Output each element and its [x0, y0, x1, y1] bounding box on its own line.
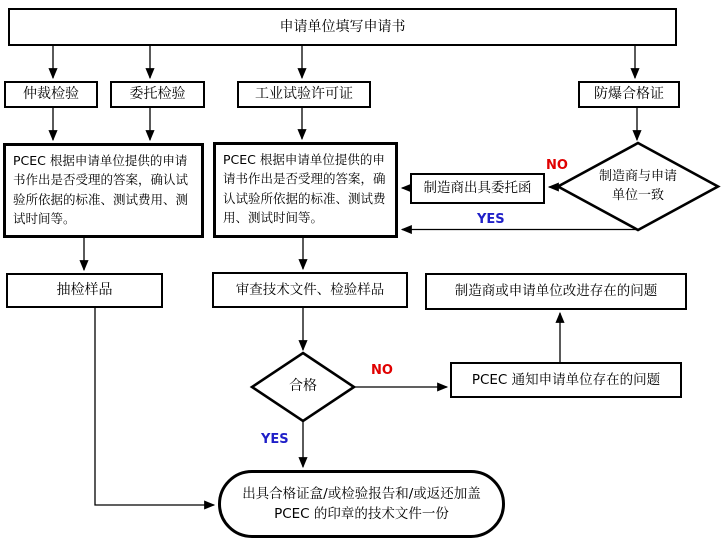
node-explosion-proof-certificate: 防爆合格证	[578, 81, 680, 108]
node-sample-inspection: 抽检样品	[6, 273, 163, 308]
node-manufacturer-authorization-letter: 制造商出具委托函	[410, 173, 545, 204]
decision-manufacturer-matches-applicant: 制造商与申请单位一致	[598, 169, 677, 203]
node-issue-certificate-result: 出具合格证盒/或检验报告和/或返还加盖 PCEC 的印章的技术文件一份	[218, 470, 505, 538]
edge-label-no-manufacturer: NO	[546, 158, 568, 173]
edge-label-yes-manufacturer: YES	[477, 212, 505, 227]
decision-qualified: 合格	[289, 378, 317, 395]
edge-label-yes-qualified: YES	[261, 432, 289, 447]
node-industrial-test-license: 工业试验许可证	[237, 81, 371, 108]
node-pcec-notify-problems: PCEC 通知申请单位存在的问题	[450, 362, 682, 398]
node-arbitration-inspection: 仲裁检验	[4, 81, 98, 108]
node-entrusted-inspection: 委托检验	[110, 81, 205, 108]
node-fill-application: 申请单位填写申请书	[8, 8, 677, 46]
connector-line-sampling-to-result	[95, 308, 214, 505]
node-review-documents-inspect-samples: 审查技术文件、检验样品	[212, 272, 408, 308]
node-pcec-acceptance-left: PCEC 根据申请单位提供的申请书作出是否受理的答案，确认试验所依据的标准、测试费用、测试时间等。	[3, 143, 204, 238]
edge-label-no-qualified: NO	[371, 363, 393, 378]
node-pcec-acceptance-middle: PCEC 根据申请单位提供的申请书作出是否受理的答案，确认试验所依据的标准、测试费用、测试时间等。	[213, 142, 398, 238]
node-improve-problems: 制造商或申请单位改进存在的问题	[425, 273, 687, 310]
